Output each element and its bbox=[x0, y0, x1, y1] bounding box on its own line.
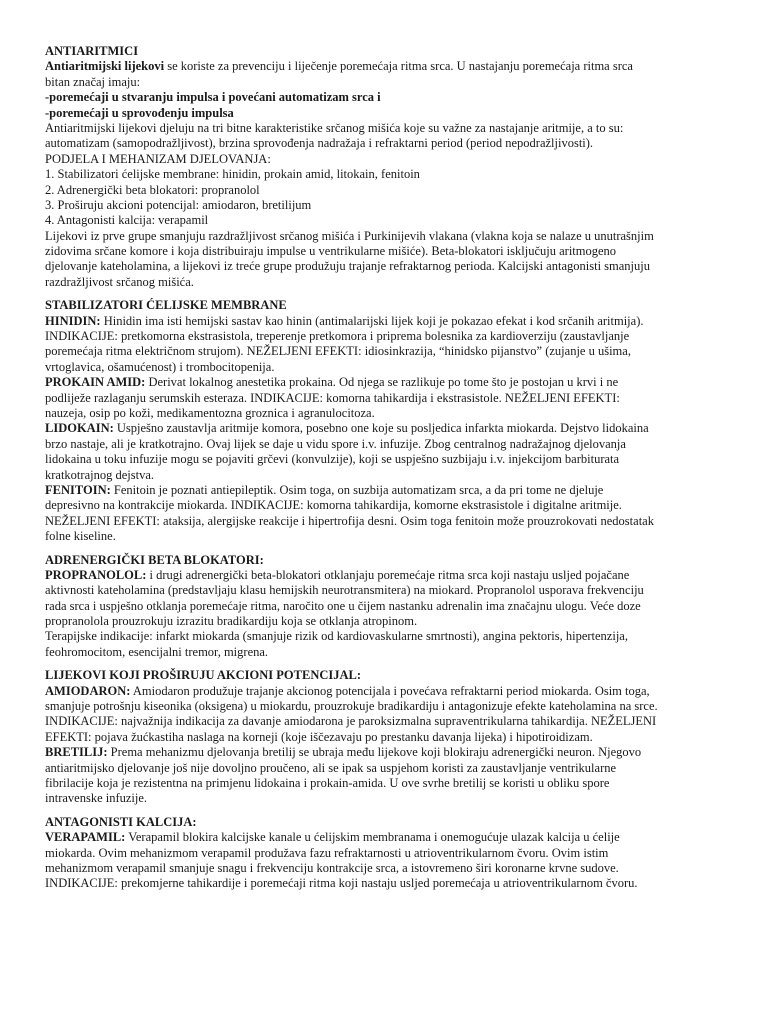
text-line bbox=[45, 846, 721, 861]
text-line bbox=[45, 198, 721, 213]
body-text: rada srca i uspješno otklanja poremećaje ritma, naročito one u čijem nastanku adrenalin ima značajnu ulogu. Veće doze bbox=[45, 598, 641, 613]
section-gap bbox=[45, 290, 721, 298]
body-text: se koriste za prevenciju i liječenje poremećaja ritma srca. U nastajanju poremećaja ritma srca bbox=[164, 59, 633, 74]
text-line bbox=[45, 468, 721, 483]
body-text: automatizam (samopodražljivost), brzina sprovođenja nadražaja i refraktarni period (period nepodražljivosti). bbox=[45, 136, 594, 151]
body-text: Uspješno zaustavlja aritmije komora, posebno one koje su posljedica infarkta miokarda. Dejstvo lidokaina bbox=[113, 421, 649, 436]
text-line bbox=[45, 136, 721, 151]
body-text: EFEKTI: pojava žućkastiha naslaga na korneji (koje iščezavaju po prestanku davanja lijeka) i hipotiroidizam. bbox=[45, 729, 593, 744]
body-text: zidovima srčane komore i koja distribuiraju impulse u ventrikularne mišiće). Beta-blokatori isključuju aritmogeno bbox=[45, 244, 617, 259]
text-line bbox=[45, 629, 721, 644]
body-text: Derivat lokalnog anestetika prokaina. Od njega se razlikuje po tome što je postojan u krvi i ne bbox=[145, 375, 619, 390]
body-text: vrtoglavica, ošamućenost) i trombocitopenija. bbox=[45, 359, 275, 374]
section-heading: LIJEKOVI KOJI PROŠIRUJU AKCIONI POTENCIJAL: bbox=[45, 668, 362, 683]
section-heading: STABILIZATORI ĆELIJSKE MEMBRANE bbox=[45, 298, 287, 313]
section-heading: ANTIARITMICI bbox=[45, 44, 139, 58]
document-section bbox=[45, 298, 721, 544]
text-line bbox=[45, 59, 721, 74]
body-text: INDIKACIJE: pretkomorna ekstrasistola, treperenje pretkomora i priprema bolesnika za kardioverziju (zaustavljanje bbox=[45, 329, 630, 344]
text-line bbox=[45, 745, 721, 760]
body-text: INDIKACIJE: najvažnija indikacija za davanje amiodarona je paroksizmalna supraventrikularna tahikardija. NEŽELJENI bbox=[45, 714, 657, 729]
text-line bbox=[45, 452, 721, 467]
text-line bbox=[45, 213, 721, 228]
body-text: brzo nastaje, ali je kratkotrajno. Ovaj lijek se daje u vidu spore i.v. infuzije. Zbog centralnog nadražajnog djelovanja bbox=[45, 436, 626, 451]
body-text: feohromocitom, esencijalni tremor, migrena. bbox=[45, 644, 269, 659]
body-text: razdražljivost srčanog mišića. bbox=[45, 274, 194, 289]
body-text: i drugi adrenergički beta-blokatori otklanjaju poremećaje ritma srca koji nastaju usljed pojačane bbox=[146, 567, 630, 582]
text-line bbox=[45, 714, 721, 729]
body-text: Amiodaron produžuje trajanje akcionog potencijala i povećava refraktarni period miokarda. Osim toga, bbox=[130, 683, 650, 698]
text-line bbox=[45, 861, 721, 876]
section-gap bbox=[45, 545, 721, 553]
body-text: Verapamil blokira kalcijske kanale u ćelijskim membranama i onemogućuje ulazak kalcija u ćelije bbox=[125, 830, 620, 845]
text-line bbox=[45, 90, 721, 105]
document-section bbox=[45, 668, 721, 807]
section-heading: ANTAGONISTI KALCIJA: bbox=[45, 814, 197, 829]
body-text: antiaritmijsko djelovanje još nije dovoljno proučeno, ali se ipak sa uspjehom koristi za zaustavljanje ventrikularne bbox=[45, 760, 617, 775]
text-line bbox=[45, 167, 721, 182]
text-line bbox=[45, 259, 721, 274]
text-line bbox=[45, 568, 721, 583]
text-line bbox=[45, 776, 721, 791]
text-line bbox=[45, 314, 721, 329]
text-line bbox=[45, 876, 721, 891]
body-text: djelovanje kateholamina, a lijekovi iz treće grupe produžuju trajanje refraktarnog perioda. Kalcijski antagonisti smanjuju bbox=[45, 259, 650, 274]
bold-term: -poremećaji u sprovođenju impulsa bbox=[45, 105, 234, 120]
bold-term: Antiaritmijski lijekovi bbox=[45, 59, 165, 74]
bold-term: -poremećaji u stvaranju impulsa i povećani automatizam srca i bbox=[45, 90, 381, 105]
body-text: Lijekovi iz prve grupe smanjuju razdražljivost srčanog mišića i Purkinijevih vlakana (vlakna koja se nalaze u unutrašnjim bbox=[45, 228, 654, 243]
text-line bbox=[45, 529, 721, 544]
text-line bbox=[45, 437, 721, 452]
body-text: mehanizmom verapamil smanjuje snagu i frekvenciju kontrakcije srca, a istovremeno širi koronarne krvne sudove. bbox=[45, 860, 619, 875]
bold-term: LIDOKAIN: bbox=[45, 421, 114, 436]
body-text: folne kiseline. bbox=[45, 529, 116, 544]
text-line bbox=[45, 599, 721, 614]
text-line bbox=[45, 121, 721, 136]
body-text: NEŽELJENI EFEKTI: ataksija, alergijske reakcije i hipertrofija desni. Osim toga fenitoin može prouzrokovati nedostatak bbox=[45, 513, 654, 528]
text-line bbox=[45, 421, 721, 436]
section-gap bbox=[45, 660, 721, 668]
body-text: depresivno na kontrakcije miokarda. INDIKACIJE: komorna tahikardija, komorne ekstrasistole i digitalne aritmije. bbox=[45, 498, 622, 513]
body-text: podliježe razlaganju serumskih esteraza. INDIKACIJE: komorna tahikardija i ekstrasistole. NEŽELJENI EFEKTI: bbox=[45, 390, 620, 405]
bold-term: FENITOIN: bbox=[45, 482, 111, 497]
text-line bbox=[45, 583, 721, 598]
body-text: Terapijske indikacije: infarkt miokarda (smanjuje rizik od kardiovaskularne smrtnosti), angina pektoris, hipertenzija, bbox=[45, 629, 628, 644]
bold-term: PROKAIN AMID: bbox=[45, 375, 146, 390]
text-line bbox=[45, 730, 721, 745]
document-page bbox=[45, 44, 721, 892]
text-line bbox=[45, 375, 721, 390]
body-text: Fenitoin je poznati antiepileptik. Osim toga, on suzbija automatizam srca, a da pri tome ne djeluje bbox=[110, 482, 604, 497]
body-text: miokarda. Ovim mehanizmom verapamil produžava fazu refraktarnosti u atrioventrikularnom čvoru. Ovim istim bbox=[45, 845, 609, 860]
bold-term: HINIDIN: bbox=[45, 313, 101, 328]
text-line bbox=[45, 791, 721, 806]
text-line bbox=[45, 830, 721, 845]
bold-term: VERAPAMIL: bbox=[45, 830, 126, 845]
text-line bbox=[45, 699, 721, 714]
document-section bbox=[45, 553, 721, 661]
text-line bbox=[45, 183, 721, 198]
body-text: Antiaritmijski lijekovi djeluju na tri bitne karakteristike srčanog mišića koje su važne za nastajanje aritmije, a to su: bbox=[45, 120, 624, 135]
text-line bbox=[45, 106, 721, 121]
bold-term: BRETILIJ: bbox=[45, 745, 108, 760]
text-line bbox=[45, 614, 721, 629]
body-text: intravenske infuzije. bbox=[45, 791, 148, 806]
bold-term: PROPRANOLOL: bbox=[45, 567, 147, 582]
body-text: 1. Stabilizatori ćelijske membrane: hinidin, prokain amid, litokain, fenitoin bbox=[45, 167, 420, 182]
text-line bbox=[45, 329, 721, 344]
text-line bbox=[45, 406, 721, 421]
text-line bbox=[45, 275, 721, 290]
text-line bbox=[45, 761, 721, 776]
text-line bbox=[45, 391, 721, 406]
body-text: smanjuje potrošnju kiseonika (oksigena) u miokardu, prouzrokuje bradikardiju i antagonizuje efekte kateholamina na srce. bbox=[45, 699, 658, 714]
section-gap bbox=[45, 807, 721, 815]
text-line bbox=[45, 483, 721, 498]
text-line bbox=[45, 498, 721, 513]
body-text: propranolola prouzrokuju izrazitu bradikardiju koja se otklanja atropinom. bbox=[45, 614, 418, 629]
document-section bbox=[45, 815, 721, 892]
body-text: 2. Adrenergički beta blokatori: propranolol bbox=[45, 182, 260, 197]
body-text: 4. Antagonisti kalcija: verapamil bbox=[45, 213, 209, 228]
text-line bbox=[45, 645, 721, 660]
text-line bbox=[45, 344, 721, 359]
body-text: PODJELA I MEHANIZAM DJELOVANJA: bbox=[45, 151, 271, 166]
body-text: Prema mehanizmu djelovanja bretilij se ubraja među lijekove koji blokiraju adrenergički neuron. Njegovo bbox=[107, 745, 642, 760]
body-text: Hinidin ima isti hemijski sastav kao hinin (antimalarijski lijek koji je pokazao efekat i kod srčanih aritmija). bbox=[100, 313, 644, 328]
body-text: bitan značaj imaju: bbox=[45, 74, 141, 89]
text-line bbox=[45, 360, 721, 375]
text-line bbox=[45, 684, 721, 699]
text-line bbox=[45, 152, 721, 167]
body-text: INDIKACIJE: prekomjerne tahikardije i poremećaji ritma koji nastaju usljed poremećaja u atrioventrikularnom čvoru. bbox=[45, 876, 638, 891]
text-line bbox=[45, 514, 721, 529]
text-line bbox=[45, 229, 721, 244]
body-text: aktivnosti kateholamina (predstavljaju klasu hemijskih neurotransmitera) na miokard. Propranolol usporava frekvenciju bbox=[45, 583, 644, 598]
text-line bbox=[45, 75, 721, 90]
body-text: lidokaina u toku infuzije mogu se pojaviti grčevi (konvulzije), koji se uspješno suzbijaju i.v. injekcijom barbiturata bbox=[45, 452, 620, 467]
body-text: fibrilacije koja je rezistentna na primjenu lidokaina i prokain-amida. U ove svrhe bretilij se koristi u obliku spore bbox=[45, 775, 610, 790]
body-text: kratkotrajnog dejstva. bbox=[45, 467, 154, 482]
text-line bbox=[45, 244, 721, 259]
document-section bbox=[45, 44, 721, 290]
section-heading: ADRENERGIČKI BETA BLOKATORI: bbox=[45, 552, 264, 567]
body-text: poremećaja ritma električnom strujom). NEŽELJENI EFEKTI: idiosinkrazija, “hinidsko pijanstvo” (zujanje u ušima, bbox=[45, 344, 631, 359]
bold-term: AMIODARON: bbox=[45, 683, 131, 698]
body-text: 3. Proširuju akcioni potencijal: amiodaron, bretilijum bbox=[45, 197, 312, 212]
body-text: nauzeja, osip po koži, medikamentozna groznica i agranulocitoza. bbox=[45, 405, 375, 420]
